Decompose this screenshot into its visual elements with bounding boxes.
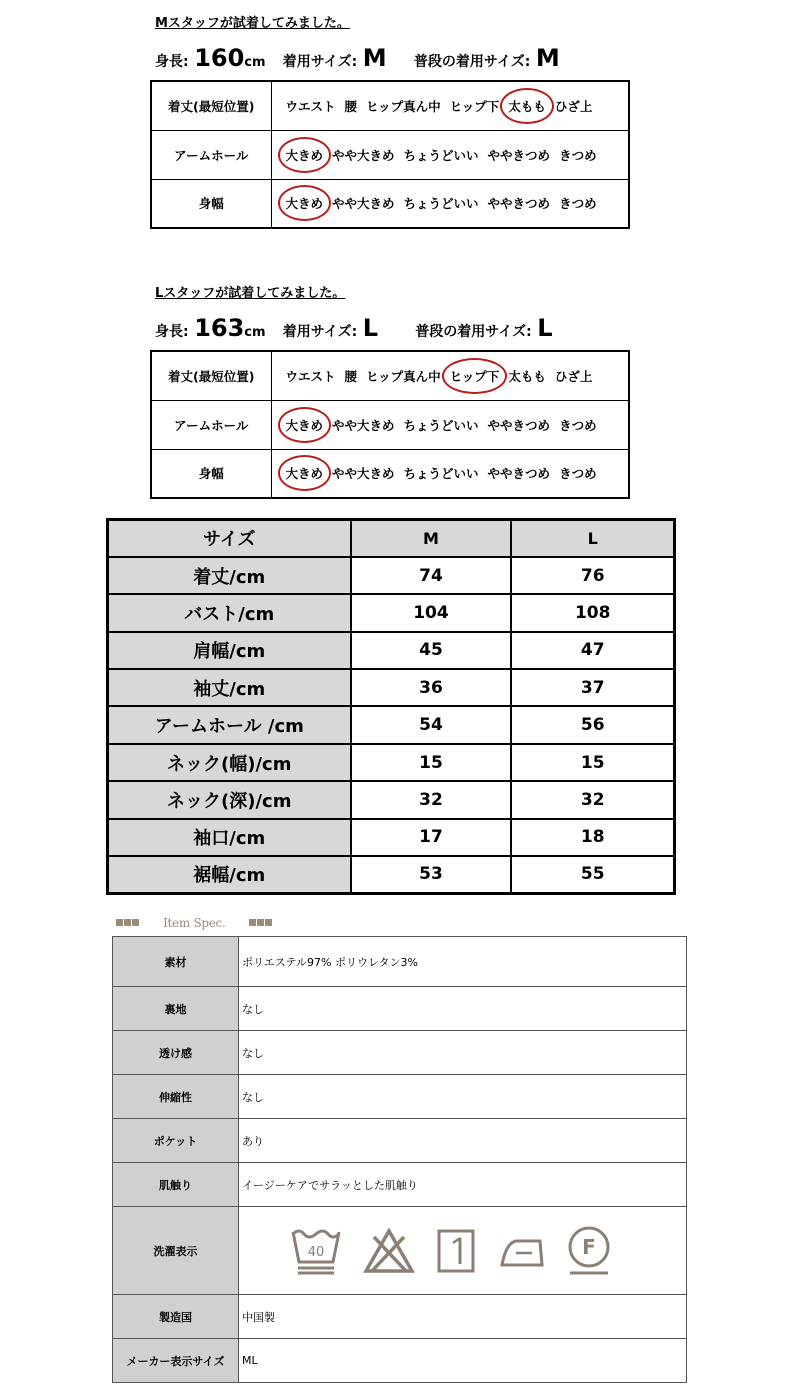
fit-row-width — [151, 449, 629, 498]
usual-size-label: 普段の着用サイズ: — [413, 54, 531, 70]
decorative-square — [265, 919, 272, 926]
wash-40-tub-icon — [290, 1226, 342, 1276]
size-measure-label: サイズ — [108, 520, 351, 557]
spec-row — [113, 937, 687, 987]
decorative-square — [257, 919, 264, 926]
size-value: 53 — [351, 856, 512, 893]
size-measure-label: 着丈/cm — [108, 557, 351, 594]
fit-options — [271, 351, 629, 400]
fit-option: やや大きめ — [332, 196, 395, 212]
spec-row — [113, 1163, 687, 1207]
size-measure-label: バスト/cm — [108, 594, 351, 631]
decorative-square — [132, 919, 139, 926]
spec-key: 裏地 — [113, 987, 239, 1031]
fit-option: きつめ — [559, 466, 597, 482]
fit-option-selected: 大きめ — [285, 417, 324, 433]
spec-row — [113, 1075, 687, 1119]
fit-option-selected: 大きめ — [285, 466, 324, 482]
size-value: 15 — [351, 744, 512, 781]
size-chart-row — [108, 744, 675, 781]
size-chart-row — [108, 632, 675, 669]
spec-row — [113, 1339, 687, 1383]
size-chart-row — [108, 594, 675, 631]
staff-heading: Lスタッフが試着してみました。 — [155, 286, 346, 301]
height-label: 身長: — [155, 324, 189, 340]
spec-value: なし — [239, 987, 687, 1031]
size-value: 108 — [511, 594, 674, 631]
fit-option: ややきつめ — [487, 417, 551, 433]
fit-row-label: アームホール — [151, 400, 271, 449]
size-value: 37 — [511, 669, 674, 706]
fit-option: きつめ — [559, 196, 597, 212]
decorative-square — [249, 919, 256, 926]
fit-option: ややきつめ — [487, 147, 551, 163]
size-value: 17 — [351, 819, 512, 856]
size-measure-label: アームホール /cm — [108, 706, 351, 743]
spec-value: あり — [239, 1119, 687, 1163]
decorative-square — [124, 919, 131, 926]
size-measure-label: 肩幅/cm — [108, 632, 351, 669]
fit-options — [271, 81, 629, 130]
fit-options — [271, 400, 629, 449]
size-value: 74 — [351, 557, 512, 594]
fit-row-label: 着丈(最短位置) — [151, 81, 271, 130]
fit-option: ちょうどいい — [403, 466, 479, 482]
spec-key: 伸縮性 — [113, 1075, 239, 1119]
spec-key: ポケット — [113, 1119, 239, 1163]
fit-option: ウエスト — [285, 98, 336, 114]
size-chart-table — [106, 518, 676, 895]
size-chart-row — [108, 781, 675, 818]
wear-size-label: 着用サイズ: — [282, 324, 358, 340]
dry-clean-letter: F — [582, 1234, 596, 1259]
fit-table — [150, 80, 630, 229]
size-chart-row — [108, 706, 675, 743]
no-bleach-icon — [362, 1227, 416, 1275]
size-measure-label: ネック(幅)/cm — [108, 744, 351, 781]
size-value: 36 — [351, 669, 512, 706]
fit-option: 太もも — [508, 368, 546, 384]
fit-option: ちょうどいい — [403, 196, 479, 212]
size-chart-row — [108, 819, 675, 856]
fit-option: ちょうどいい — [403, 147, 479, 163]
fit-row-width — [151, 179, 629, 228]
wash-icons-row — [242, 1225, 686, 1277]
size-value: 15 — [511, 744, 674, 781]
size-value: 104 — [351, 594, 512, 631]
staff-heading: Mスタッフが試着してみました。 — [155, 16, 350, 31]
fit-option: ヒップ真ん中 — [366, 98, 441, 114]
staff-measurements — [155, 44, 560, 72]
fit-row-label: 着丈(最短位置) — [151, 351, 271, 400]
height-value: 160 — [194, 44, 245, 72]
fit-option: ひざ上 — [554, 368, 593, 384]
fit-row-armhole — [151, 400, 629, 449]
fit-row-length — [151, 81, 629, 130]
spec-value: ML — [239, 1339, 687, 1383]
line-dry-icon — [436, 1228, 476, 1274]
fit-option-selected: ヒップ下 — [449, 368, 500, 384]
fit-option-selected: 太もも — [508, 98, 546, 114]
spec-key: 透け感 — [113, 1031, 239, 1075]
size-chart-row — [108, 669, 675, 706]
size-measure-label: 袖口/cm — [108, 819, 351, 856]
fit-row-label: 身幅 — [151, 449, 271, 498]
height-label: 身長: — [155, 54, 189, 70]
decorative-square — [116, 919, 123, 926]
spec-value: ポリエステル97% ポリウレタン3% — [239, 937, 687, 987]
fit-options — [271, 449, 629, 498]
size-column-header: M — [351, 520, 512, 557]
fit-option: ひざ上 — [554, 98, 593, 114]
fit-option-selected: 大きめ — [285, 196, 324, 212]
size-chart-row — [108, 557, 675, 594]
fit-option: ちょうどいい — [403, 417, 479, 433]
size-value: 56 — [511, 706, 674, 743]
fit-option: ヒップ下 — [449, 98, 500, 114]
height-value: 163 — [194, 314, 245, 342]
fit-option: ややきつめ — [487, 466, 551, 482]
usual-size-value: L — [537, 314, 553, 342]
fit-option: やや大きめ — [332, 417, 395, 433]
size-value: 47 — [511, 632, 674, 669]
fit-option: きつめ — [559, 147, 597, 163]
size-measure-label: 裾幅/cm — [108, 856, 351, 893]
wear-size-value: L — [362, 314, 379, 342]
height-unit: cm — [244, 55, 266, 70]
staff-measurements — [155, 314, 553, 342]
spec-row — [113, 987, 687, 1031]
spec-value: なし — [239, 1031, 687, 1075]
spec-row — [113, 1031, 687, 1075]
item-spec-table — [112, 936, 687, 1383]
size-column-header: L — [511, 520, 674, 557]
wear-size-value: M — [362, 44, 387, 72]
fit-option: 腰 — [344, 368, 358, 384]
size-value: 54 — [351, 706, 512, 743]
size-measure-label: ネック(深)/cm — [108, 781, 351, 818]
usual-size-label: 普段の着用サイズ: — [415, 324, 532, 340]
fit-option: ヒップ真ん中 — [366, 368, 441, 384]
size-value: 32 — [351, 781, 512, 818]
spec-value: イージーケアでサラッとした肌触り — [239, 1163, 687, 1207]
spec-key: 製造国 — [113, 1295, 239, 1339]
height-unit: cm — [244, 325, 266, 340]
spec-key: 素材 — [113, 937, 239, 987]
size-chart-header-row — [108, 520, 675, 557]
size-value: 76 — [511, 557, 674, 594]
spec-row — [113, 1295, 687, 1339]
spec-row — [113, 1119, 687, 1163]
fit-row-armhole — [151, 130, 629, 179]
fit-option: ややきつめ — [487, 196, 551, 212]
fit-option: やや大きめ — [332, 147, 395, 163]
dry-clean-f-icon — [566, 1225, 612, 1277]
size-value: 18 — [511, 819, 674, 856]
spec-value: 中国製 — [239, 1295, 687, 1339]
size-value: 45 — [351, 632, 512, 669]
fit-option: 腰 — [344, 98, 358, 114]
fit-option: やや大きめ — [332, 466, 395, 482]
spec-row — [113, 1207, 687, 1295]
size-chart-row — [108, 856, 675, 893]
item-spec-title: Item Spec. — [163, 915, 226, 930]
fit-option: ウエスト — [285, 368, 336, 384]
wash-temperature: 40 — [307, 1244, 325, 1260]
fit-row-label: アームホール — [151, 130, 271, 179]
iron-low-icon — [496, 1231, 546, 1271]
fit-row-length — [151, 351, 629, 400]
item-spec-header — [116, 912, 273, 931]
fit-options — [271, 130, 629, 179]
fit-row-label: 身幅 — [151, 179, 271, 228]
spec-value: なし — [239, 1075, 687, 1119]
size-measure-label: 袖丈/cm — [108, 669, 351, 706]
fit-option: きつめ — [559, 417, 597, 433]
wash-care-icons — [239, 1207, 687, 1295]
wear-size-label: 着用サイズ: — [282, 54, 358, 70]
spec-key: 洗濯表示 — [113, 1207, 239, 1295]
usual-size-value: M — [535, 44, 560, 72]
spec-key: メーカー表示サイズ — [113, 1339, 239, 1383]
fit-options — [271, 179, 629, 228]
fit-option-selected: 大きめ — [285, 147, 324, 163]
fit-table — [150, 350, 630, 499]
size-value: 55 — [511, 856, 674, 893]
size-value: 32 — [511, 781, 674, 818]
spec-key: 肌触り — [113, 1163, 239, 1207]
